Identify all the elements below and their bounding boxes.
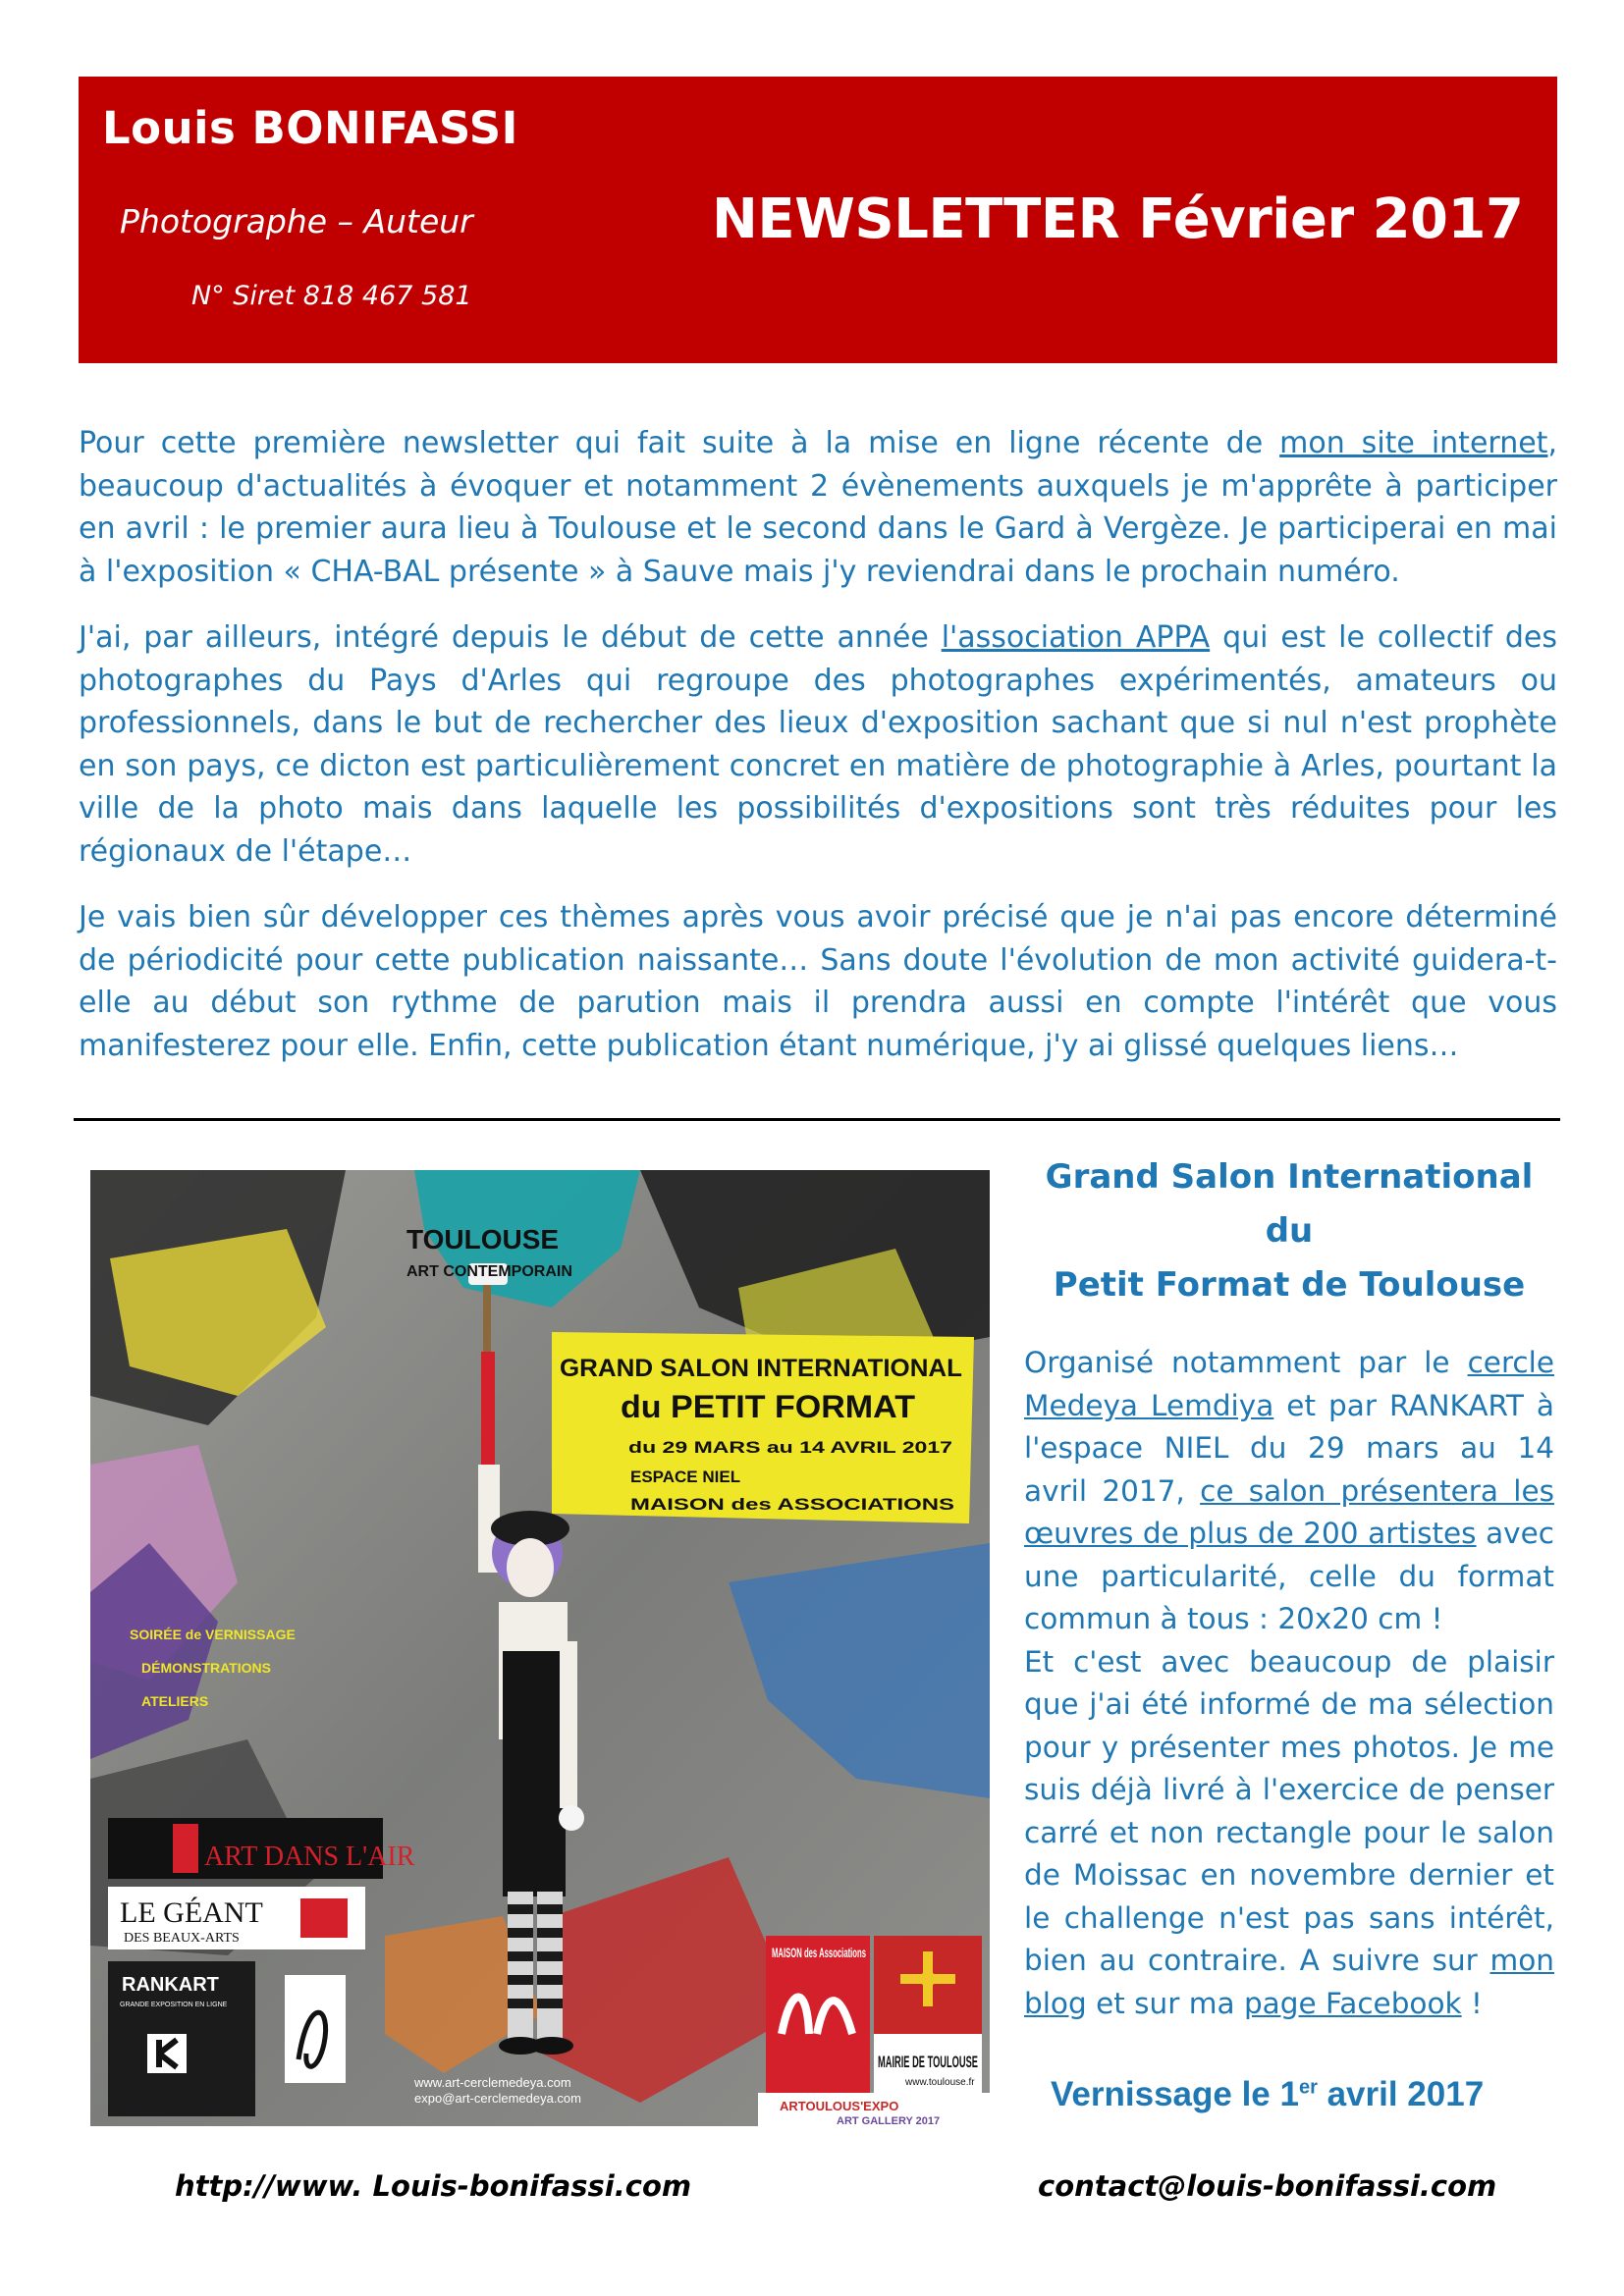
svg-text:ART DANS L'AIR: ART DANS L'AIR [204, 1842, 415, 1872]
newsletter-title: NEWSLETTER Février 2017 [712, 187, 1524, 251]
intro-p2-text-a: J'ai, par ailleurs, intégré depuis le début de cette année [79, 620, 942, 655]
blog-link[interactable]: mon blog [1024, 1944, 1554, 2020]
sponsor-mairie-toulouse-logo [874, 1936, 982, 2093]
footer-email[interactable]: contact@louis-bonifassi.com [1038, 2169, 1497, 2203]
svg-text:ART GALLERY 2017: ART GALLERY 2017 [837, 2115, 941, 2127]
svg-text:RANKART: RANKART [122, 1974, 219, 1996]
newsletter-header [79, 77, 1557, 363]
facebook-page-link[interactable]: page Facebook [1243, 1986, 1462, 2020]
event-title-line-1: Grand Salon International [1045, 1157, 1534, 1197]
poster-event-line1: GRAND SALON INTERNATIONAL [560, 1355, 962, 1382]
poster-artwork [90, 1170, 990, 2126]
svg-text:GRANDE EXPOSITION EN LIGNE: GRANDE EXPOSITION EN LIGNE [120, 2002, 228, 2008]
author-role: Photographe – Auteur [120, 202, 473, 240]
poster-event-line2: du PETIT FORMAT [621, 1389, 916, 1424]
event-title-line-2: du [1265, 1211, 1314, 1251]
poster-venue1: ESPACE NIEL [630, 1468, 741, 1486]
intro-p2-text-b: qui est le collectif des photographes du Pays d'Arles qui regroupe des photographes expérimentés, amateurs ou professionnels, dans le but de rechercher des lieux d'exposition sachant que si nul n'est prophète en son pays, ce dicton est particulièrement concret en matière de photographie à Arles, pourtant la ville de la photo mais dans laquelle les possibilités d'expositions sont très réduites pour les régionaux de l'étape… [79, 620, 1557, 869]
website-link[interactable]: mon site internet [1279, 426, 1548, 460]
event-title-line-3: Petit Format de Toulouse [1053, 1265, 1526, 1305]
appa-association-link[interactable]: l'association APPA [941, 620, 1211, 655]
intro-paragraph-1 [79, 422, 1557, 593]
svg-text:LE GÉANT: LE GÉANT [120, 1896, 263, 1929]
event-body [1024, 1342, 1554, 2025]
vernissage-date [1051, 2075, 1484, 2114]
svg-text:ARTOULOUS'EXPO: ARTOULOUS'EXPO [780, 2099, 899, 2113]
sponsor-art-dans-lair-logo [108, 1818, 415, 1879]
poster-program-1: SOIRÉE de VERNISSAGE [130, 1627, 296, 1642]
siret-number: N° Siret 818 467 581 [191, 281, 472, 311]
event-body-text-4: Et c'est avec beaucoup de plaisir que j'ai été informé de ma sélection pour y présenter mes photos. Je me suis déjà livré à l'exercice de penser carré et non rectangle pour le salon de Moissac en novembre dernier et le challenge n'est pas sans intérêt, bien au contraire. A suivre sur [1024, 1644, 1554, 1977]
intro-paragraph-3: Je vais bien sûr développer ces thèmes après vous avoir précisé que je n'ai pas encore déterminé de périodicité pour cette publication naissante… Sans doute l'évolution de mon activité guidera-t-elle au début son rythme de parution mais il prendra aussi en compte l'intérêt que vous manifesterez pour elle. Enfin, cette publication étant numérique, j'y ai glissé quelques liens… [79, 900, 1557, 1063]
poster-website: www.art-cerclemedeya.com [414, 2075, 571, 2090]
intro-paragraph-2 [79, 616, 1557, 873]
svg-text:MAIRIE DE TOULOUSE: MAIRIE DE TOULOUSE [878, 2053, 978, 2071]
poster-city: TOULOUSE [406, 1224, 560, 1255]
event-body-paragraph-2 [1024, 1641, 1554, 2026]
sponsor-le-geant-logo [108, 1887, 365, 1949]
event-body-paragraph-1 [1024, 1342, 1554, 1641]
event-body-text-2: et par RANKART à l'espace NIEL du 29 mars au 14 avril 2017, [1024, 1388, 1554, 1508]
event-body-text-1: Organisé notamment par le [1024, 1346, 1468, 1379]
footer-website[interactable]: http://www. Louis-bonifassi.com [175, 2169, 692, 2203]
event-body-text-3: avec une particularité, celle du format commun à tous : 20x20 cm ! [1024, 1517, 1554, 1635]
event-title [1024, 1150, 1554, 1312]
cercle-medeya-link[interactable]: cercle Medeya Lemdiya [1024, 1346, 1554, 1422]
intro-p1-text-a: Pour cette première newsletter qui fait suite à la mise en ligne récente de [79, 426, 1280, 460]
poster-program-2: DÉMONSTRATIONS [141, 1660, 271, 1676]
intro-p1-text-b: , beaucoup d'actualités à évoquer et notamment 2 évènements auxquels je m'apprête à participer en avril : le premier aura lieu à Toulouse et le second dans le Gard à Vergèze. Je participerai en mai à l'exposition « CHA-BAL présente » à Sauve mais j'y reviendrai dans le prochain numéro. [79, 426, 1557, 589]
vernissage-text-b: avril 2017 [1317, 2075, 1485, 2113]
intro-section [79, 422, 1557, 1091]
svg-text:MAISON des Associations: MAISON des Associations [772, 1945, 867, 1960]
event-body-text-6: ! [1461, 1986, 1483, 2020]
poster-email: expo@art-cerclemedeya.com [414, 2091, 581, 2106]
vernissage-superscript: er [1298, 2076, 1318, 2099]
section-divider [74, 1118, 1560, 1121]
svg-text:DES BEAUX-ARTS: DES BEAUX-ARTS [124, 1931, 240, 1946]
poster-program-3: ATELIERS [141, 1693, 209, 1709]
salon-artists-link[interactable]: ce salon présentera les œuvres de plus de 200 artistes [1024, 1473, 1554, 1550]
event-body-text-5: et sur ma [1086, 1986, 1244, 2020]
poster-subtitle: ART CONTEMPORAIN [406, 1263, 572, 1280]
poster-venue2: MAISON des ASSOCIATIONS [630, 1495, 954, 1514]
sponsor-artoulouse-expo-logo [758, 2093, 990, 2127]
event-description [1024, 1150, 1554, 2025]
svg-text:www.toulouse.fr: www.toulouse.fr [905, 2077, 975, 2088]
author-name: Louis BONIFASSI [102, 102, 518, 154]
event-poster [90, 1170, 990, 2126]
sponsor-maison-associations-logo [766, 1936, 870, 2093]
poster-dates: du 29 MARS au 14 AVRIL 2017 [628, 1438, 952, 1457]
vernissage-text-a: Vernissage le 1 [1051, 2075, 1299, 2113]
